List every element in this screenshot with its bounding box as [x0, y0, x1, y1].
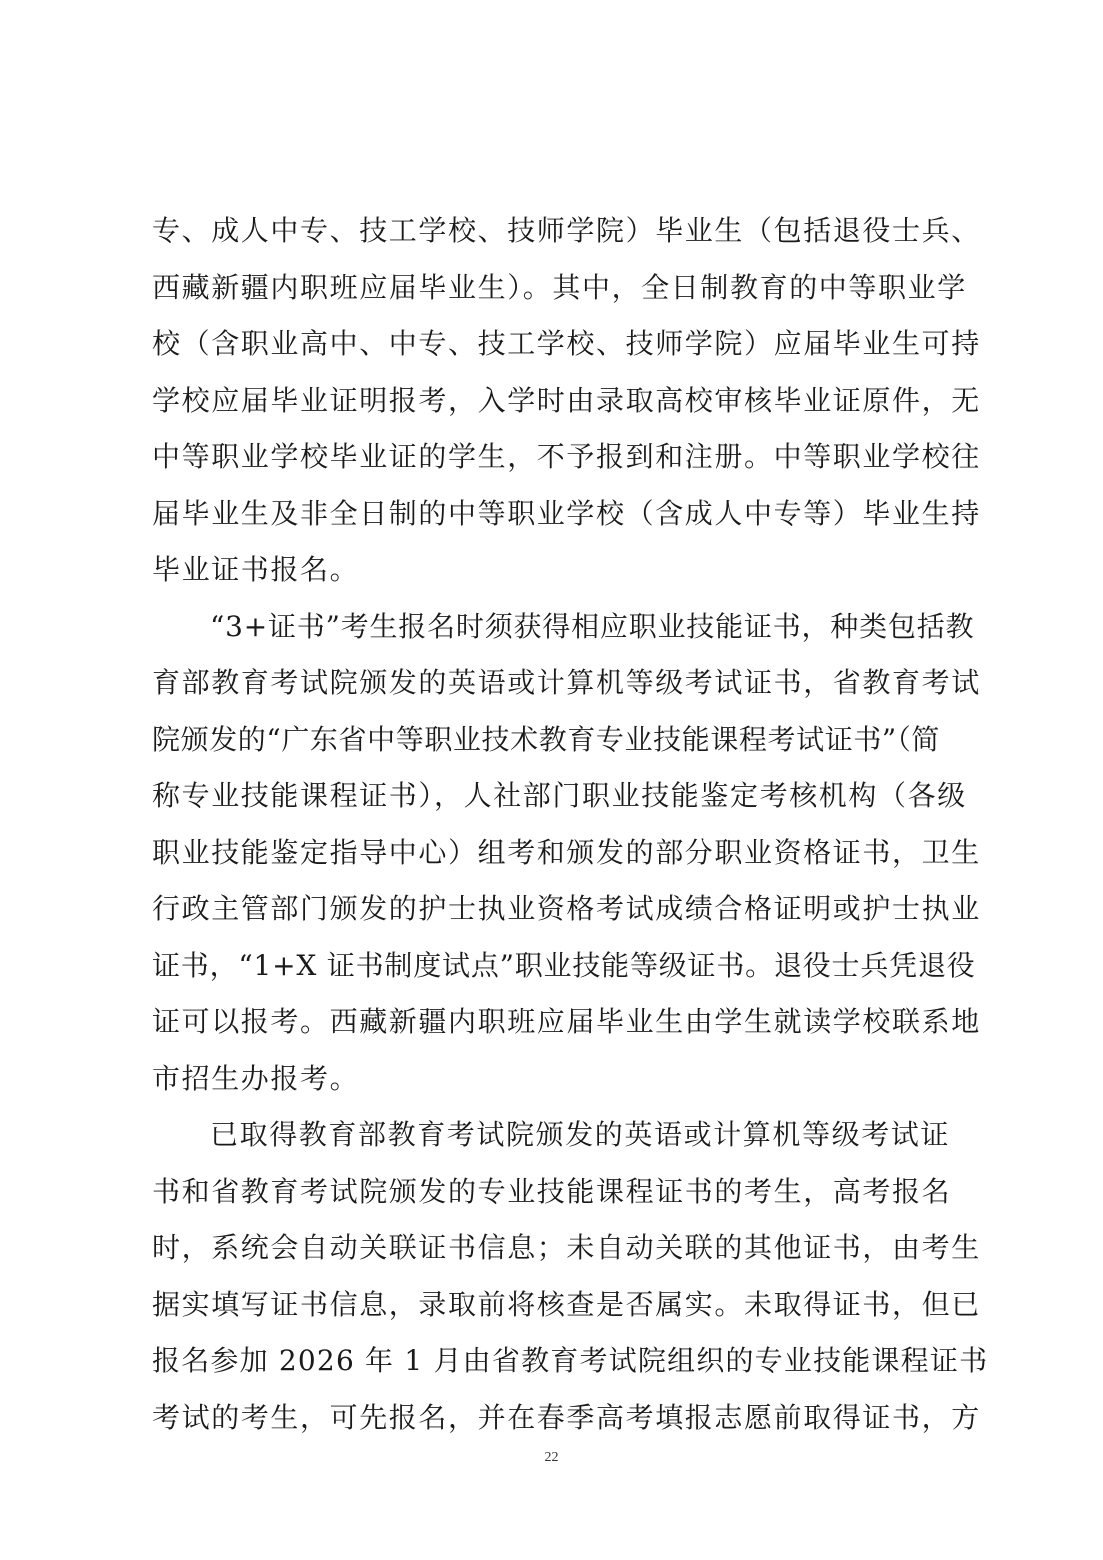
- text-line: 中等职业学校毕业证的学生，不予报到和注册。中等职业学校往: [152, 440, 981, 473]
- text-line: 育部教育考试院颁发的英语或计算机等级考试证书，省教育考试: [152, 666, 981, 699]
- text-line: 毕业证书报名。: [152, 553, 360, 586]
- text-line: 据实填写证书信息，录取前将核查是否属实。未取得证书，但已: [152, 1287, 981, 1321]
- text-line: 学校应届毕业证明报考，入学时由录取高校审核毕业证原件，无: [152, 383, 981, 417]
- text-line: 职业技能鉴定指导中心）组考和颁发的部分职业资格证书，卫生: [152, 835, 981, 869]
- text-line: 证可以报考。西藏新疆内职班应届毕业生由学生就读学校联系地: [152, 1005, 981, 1038]
- text-line: “3+证书”考生报名时须获得相应职业技能证书，种类包括教: [210, 609, 975, 643]
- text-line: 证书，“1+X 证书制度试点”职业技能等级证书。退役士兵凭退役: [152, 948, 976, 982]
- paragraph: [152, 203, 981, 599]
- text-line: 书和省教育考试院颁发的专业技能课程证书的考生，高考报名: [152, 1174, 952, 1208]
- page-number: 22: [544, 1450, 559, 1465]
- text-line: 考试的考生，可先报名，并在春季高考填报志愿前取得证书，方: [152, 1400, 981, 1434]
- text-line: 专、成人中专、技工学校、技师学院）毕业生（包括退役士兵、: [152, 214, 981, 247]
- text-line: 市招生办报考。: [152, 1061, 360, 1095]
- text-line: 时，系统会自动关联证书信息；未自动关联的其他证书，由考生: [152, 1231, 981, 1264]
- text-line: 已取得教育部教育考试院颁发的英语或计算机等级考试证: [210, 1118, 951, 1151]
- text-line: 西藏新疆内职班应届毕业生）。其中，全日制教育的中等职业学: [152, 270, 967, 304]
- text-line: 称专业技能课程证书），人社部门职业技能鉴定考核机构（各级: [152, 779, 967, 812]
- text-line: 院颁发的“广东省中等职业技术教育专业技能课程考试证书”（简: [152, 722, 941, 756]
- text-line: 校（含职业高中、中专、技工学校、技师学院）应届毕业生可持: [152, 327, 981, 360]
- paragraph: [152, 1107, 989, 1446]
- paragraph: [152, 599, 981, 1108]
- body-text: [152, 203, 989, 1446]
- text-line: 届毕业生及非全日制的中等职业学校（含成人中专等）毕业生持: [152, 496, 981, 530]
- text-line: 行政主管部门颁发的护士执业资格考试成绩合格证明或护士执业: [152, 892, 981, 925]
- text-line: 报名参加 2026 年 1 月由省教育考试院组织的专业技能课程证书: [152, 1344, 989, 1377]
